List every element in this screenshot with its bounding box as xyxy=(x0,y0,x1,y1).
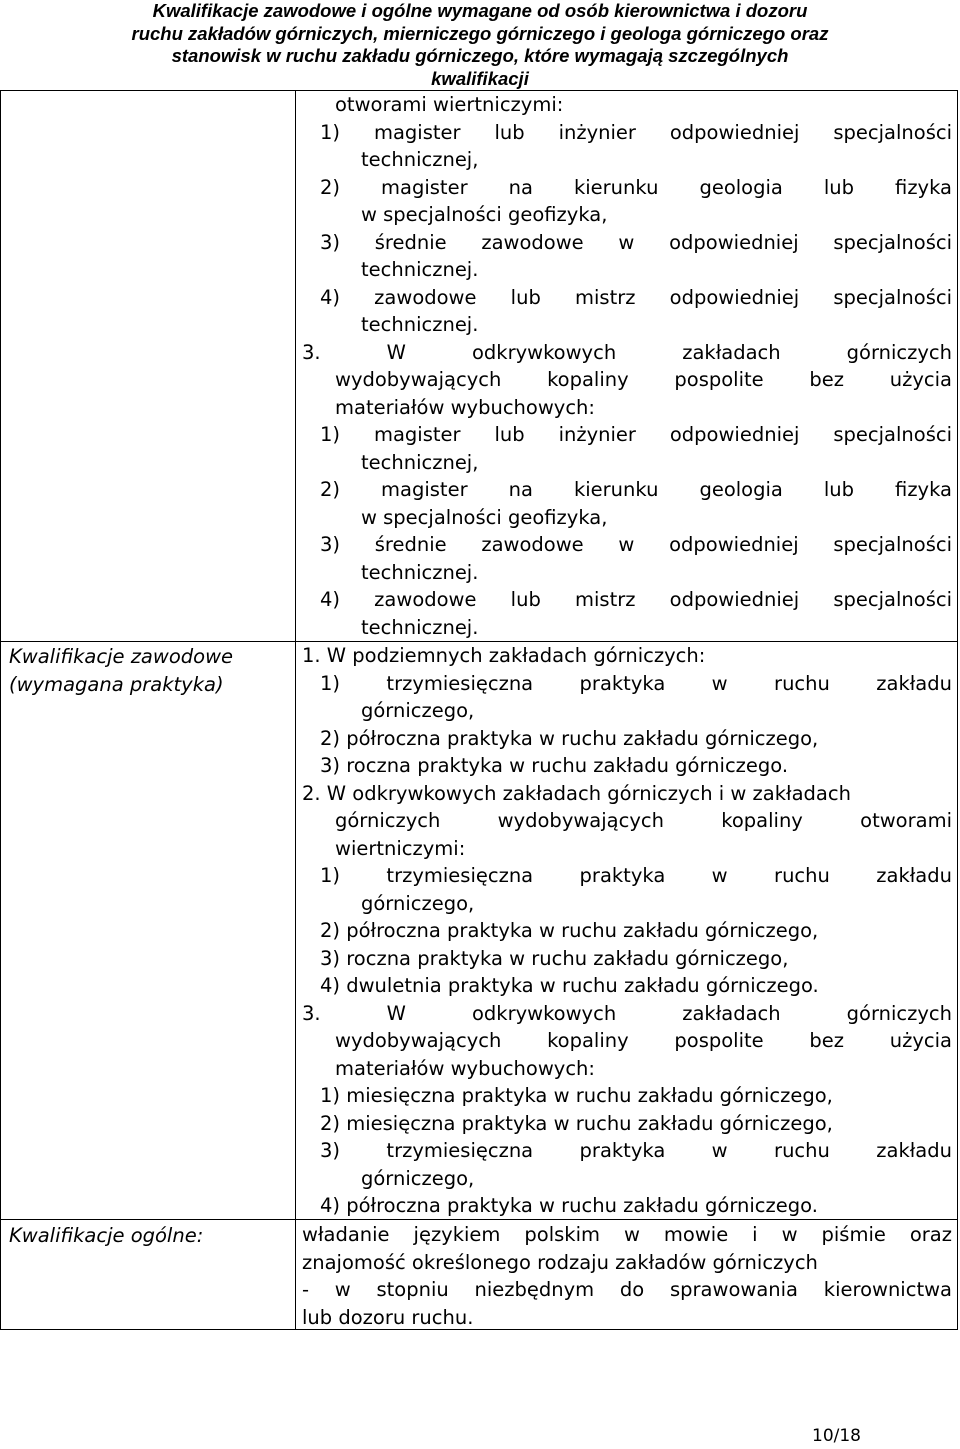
page-number: 10/18 xyxy=(812,1426,861,1446)
text-line: otworami wiertniczymi: xyxy=(335,93,564,116)
text-line: 3. W odkrywkowych zakładach górniczych xyxy=(302,340,952,364)
general-row-content xyxy=(0,1221,952,1331)
label-general-qualifications: Kwalifikacje ogólne: xyxy=(9,1224,204,1247)
text-line: znajomość określonego rodzaju zakładów górniczych xyxy=(302,1250,818,1274)
text-line: 1. W podziemnych zakładach górniczych: xyxy=(302,644,706,667)
document-header xyxy=(0,0,960,90)
text-line: 1) trzymiesięczna praktyka w ruchu zakładu xyxy=(320,864,952,887)
text-line: górniczego, xyxy=(361,699,475,722)
text-line: władanie językiem polskim w mowie i w piśmie oraz xyxy=(302,1223,952,1246)
text-line: 2) półroczna praktyka w ruchu zakładu górniczego, xyxy=(320,919,819,942)
text-line: górniczych wydobywających kopaliny otworami xyxy=(335,809,952,832)
text-line: 4) półroczna praktyka w ruchu zakładu górniczego. xyxy=(320,1194,818,1217)
text-line: 3) roczna praktyka w ruchu zakładu górniczego. xyxy=(320,754,789,777)
header-line: stanowisk w ruchu zakładu górniczego, które wymagają szczególnych xyxy=(171,45,789,66)
label-professional-qualifications: Kwalifikacje zawodowe (wymagana praktyka) xyxy=(9,645,234,696)
text-line: górniczego, xyxy=(361,891,475,915)
text-line: 3) roczna praktyka w ruchu zakładu górniczego, xyxy=(320,946,789,970)
text-line: 1) miesięczna praktyka w ruchu zakładu górniczego, xyxy=(320,1084,833,1107)
header-line: ruchu zakładów górniczych, mierniczego górniczego i geologa górniczego oraz xyxy=(131,22,829,44)
text-line: 2) magister na kierunku geologia lub fizyka xyxy=(320,175,952,199)
text-line: 3. W odkrywkowych zakładach górniczych xyxy=(302,1001,952,1025)
text-line: technicznej. xyxy=(361,615,479,639)
text-line: 3) trzymiesięczna praktyka w ruchu zakładu xyxy=(320,1139,952,1162)
text-line: 3) średnie zawodowe w odpowiedniej specjalności xyxy=(320,533,952,556)
text-line: 2) miesięczna praktyka w ruchu zakładu górniczego, xyxy=(320,1111,833,1135)
text-line: technicznej, xyxy=(361,450,479,474)
text-line: technicznej. xyxy=(361,560,479,584)
text-line: - w stopniu niezbędnym do sprawowania kierownictwa xyxy=(302,1278,952,1301)
text-line: w specjalności geofizyka, xyxy=(361,203,608,226)
header-line: kwalifikacji xyxy=(431,67,529,89)
text-line: technicznej. xyxy=(361,313,479,336)
text-line: wiertniczymi: xyxy=(335,836,466,860)
text-line: 1) magister lub inżynier odpowiedniej specjalności xyxy=(320,120,952,144)
practice-row-content xyxy=(0,642,952,1220)
text-line: wydobywających kopaliny pospolite bez użycia xyxy=(335,1029,952,1052)
text-line: 2. W odkrywkowych zakładach górniczych i w zakładach xyxy=(302,781,851,805)
text-line: wydobywających kopaliny pospolite bez użycia xyxy=(335,368,952,391)
header-line: Kwalifikacje zawodowe i ogólne wymagane od osób kierownictwa i dozoru xyxy=(152,0,808,21)
text-line: 3) średnie zawodowe w odpowiedniej specjalności xyxy=(320,230,952,254)
text-line: 4) dwuletnia praktyka w ruchu zakładu górniczego. xyxy=(320,974,819,997)
text-line: 2) magister na kierunku geologia lub fizyka xyxy=(320,478,952,501)
text-line: 1) magister lub inżynier odpowiedniej specjalności xyxy=(320,423,952,446)
text-line: materiałów wybuchowych: xyxy=(335,1056,595,1080)
top-row-content xyxy=(0,91,952,641)
text-line: materiałów wybuchowych: xyxy=(335,395,595,419)
text-line: 1) trzymiesięczna praktyka w ruchu zakładu xyxy=(320,671,952,695)
text-line: technicznej. xyxy=(361,258,479,281)
text-line: 4) zawodowe lub mistrz odpowiedniej specjalności xyxy=(320,588,952,611)
text-line: 2) półroczna praktyka w ruchu zakładu górniczego, xyxy=(320,726,819,750)
text-line: w specjalności geofizyka, xyxy=(361,505,608,529)
text-line: 4) zawodowe lub mistrz odpowiedniej specjalności xyxy=(320,285,952,309)
text-line: technicznej, xyxy=(361,148,479,171)
text-line: lub dozoru ruchu. xyxy=(302,1305,474,1329)
text-line: górniczego, xyxy=(361,1166,475,1190)
